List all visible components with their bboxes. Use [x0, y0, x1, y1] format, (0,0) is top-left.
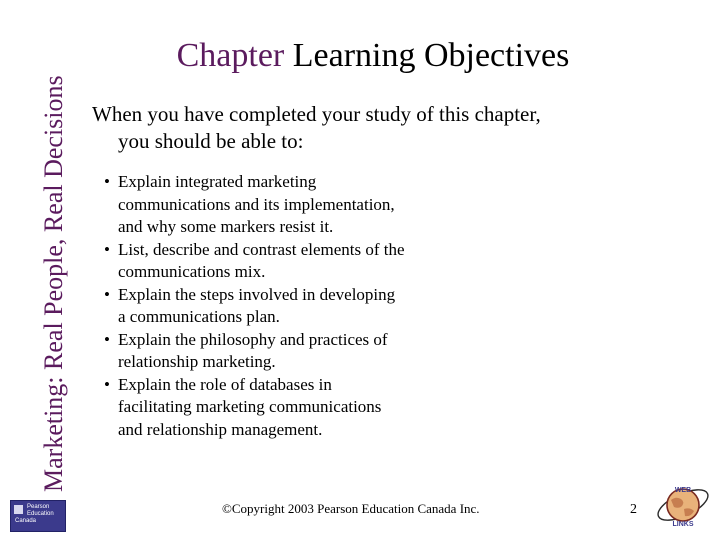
intro-line-1: When you have completed your study of this chapter,: [92, 102, 541, 126]
intro-line-2: you should be able to:: [118, 129, 304, 153]
bullet-icon: •: [104, 239, 110, 259]
objective-line: Explain integrated marketing: [118, 172, 317, 191]
logo-mark-icon: [14, 505, 23, 514]
list-item: [92, 171, 492, 239]
bullet-icon: •: [104, 329, 110, 349]
publisher-logo: [10, 500, 66, 532]
logo-line-2: Education: [27, 511, 54, 517]
objective-line: a communications plan.: [118, 307, 280, 326]
side-title: [0, 0, 78, 492]
objective-line: communications and its implementation,: [118, 194, 395, 214]
page-title: [78, 36, 668, 76]
copyright-text: ©Copyright 2003 Pearson Education Canada Inc.: [222, 501, 480, 516]
web-links-globe-icon[interactable]: [654, 476, 712, 534]
bullet-icon: •: [104, 284, 110, 304]
objective-line: Explain the role of databases in: [118, 374, 332, 394]
web-links-bottom-text: LINKS: [672, 521, 694, 528]
bullet-icon: •: [104, 172, 110, 191]
list-item: [92, 374, 492, 442]
title-accent: Chapter: [176, 37, 285, 74]
list-item: [92, 239, 492, 284]
bullet-icon: •: [104, 374, 110, 394]
objective-line: facilitating marketing communications: [118, 397, 382, 416]
page-number: 2: [630, 502, 637, 517]
web-links-top-text: WEB: [674, 487, 692, 494]
list-item: [92, 284, 492, 329]
title-rest: Learning Objectives: [292, 37, 570, 74]
objective-line: Explain the steps involved in developing: [118, 284, 396, 304]
list-item: [92, 329, 492, 374]
objectives-list: [92, 171, 492, 441]
objective-line: relationship marketing.: [118, 352, 276, 371]
logo-line-3: Canada: [15, 518, 37, 524]
logo-line-1: Pearson: [27, 504, 50, 510]
objective-line: communications mix.: [118, 262, 266, 281]
objective-line: List, describe and contrast elements of the: [118, 239, 405, 259]
intro-text: [92, 101, 652, 155]
objective-line: Explain the philosophy and practices of: [118, 329, 388, 349]
objective-line: and why some markers resist it.: [118, 217, 334, 236]
objective-line: and relationship management.: [118, 419, 323, 439]
side-title-text: Marketing: Real People, Real Decisions: [39, 75, 68, 492]
